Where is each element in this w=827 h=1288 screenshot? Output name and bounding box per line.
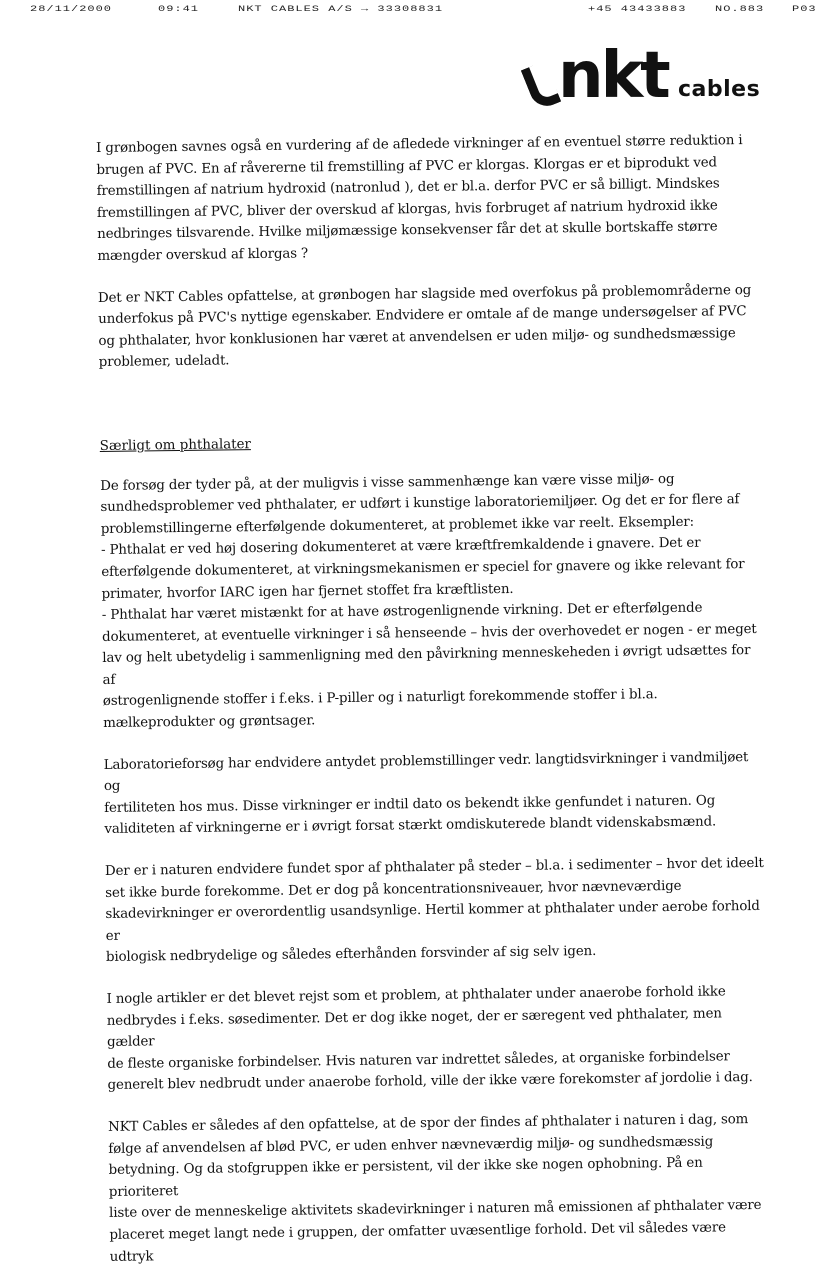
paragraph-conclusion: NKT Cables er således af den opfattelse, at de spor der findes af phthalater i naturen i dag, som følge af anvendelsen af blød PVC, er uden enhver nævneværdig miljø- og sundhedsmæssig betydning. Og da stofgruppen ikke er persistent, vil der ikke ske nogen ophobning. På en prioriteret liste over de menneskelige aktivitets skadevirkninger i naturen må emissionen af phthalater være placeret meget langt nede i gruppen, der omfatter uvæsentlige forhold. Det vil således være udtryk (107, 1112, 762, 1265)
nkt-cables-logo (524, 39, 764, 120)
paragraph-anaerobic: I nogle artikler er det blevet rejst som et problem, at phthalater under anaerobe forhold ikke nedbrydes i f.eks. søsedimenter. Det er dog ikke noget, der er særegent ved phthalater, men gælder de fleste organiske forbindelser. Hvis naturen var indrettet således, at organiske forbindelser generelt blev nedbrudt under anaerobe forhold, ville der ikke være forekomster af jordolie i dag. (106, 984, 753, 1094)
fax-time: 09:41 (158, 4, 200, 14)
fax-phone: +45 43433883 (588, 4, 687, 14)
fax-header (0, 2, 827, 20)
paragraph-experiments: De forsøg der tyder på, at der muligvis i visse sammenhænge kan være visse miljø- og sundhedsproblemer ved phthalater, er udført i kunstige laboratoriemiljøer. Og det er for flere af problemstillingerne efterfølgende dokumenteret, at problemet ikke var reelt. Eksempler: - Phthalat er ved høj dosering dokumenteret at være kræftfremkaldende i gnavere. Det er efterfølgende dokumenteret, at virkningsmekanismen er speciel for gnavere og ikke relevant for primater, hvorfor IARC igen har fjernet stoffet fra kræftlisten. - Phthalat har været mistænkt for at have østrogenlignende virkning. Det er efterfølgende dokumenteret, at eventuelle virkninger i så henseende – hvis der overhovedet er nogen - er meget lav og helt ubetydelig i sammenligning med den påvirkning menneskeheden i øvrigt udsættes for af østrogenlignende stoffer i f.eks. i P-piller og i naturligt forekommende stoffer i bl.a. mælkeprodukter og grøntsager. (100, 471, 757, 732)
logo-swoosh-icon (521, 61, 562, 112)
fax-sender: NKT CABLES A/S → 33308831 (238, 4, 444, 14)
letter-body (96, 130, 774, 1288)
paragraph-pvc-reduction: I grønbogen savnes også en vurdering af de afledede virkninger af en eventuel større reduktion i brugen af PVC. En af råvererne til fremstilling af PVC er klorgas. Klorgas er et biprodukt ved fremstillingen af natrium hydroxid (natronlud ), det er bl.a. derfor PVC er så billigt. Mindskes fremstillingen af PVC, bliver der overskud af klorgas, hvis forbruget af natrium hydroxid ikke nedbringes tilsvarende. Hvilke miljømæssige konsekvenser får det at skulle bortskaffe større mængder overskud af klorgas ? (96, 133, 743, 264)
fax-page: P03 (792, 4, 817, 14)
paragraph-nkt-opinion: Det er NKT Cables opfattelse, at grønbogen har slagside med overfokus på problemområderne og underfokus på PVC's nyttige egenskaber. Endvidere er omtale af de mange undersøgelser af PVC og phthalater, hvor konklusionen har været at anvendelsen er uden miljø- og sundhedsmæssige problemer, udeladt. (97, 282, 752, 371)
fax-number: NO.883 (715, 4, 765, 14)
fax-date: 28/11/2000 (30, 4, 113, 14)
logo-brand: nkt (558, 39, 668, 113)
section-heading: Særligt om phthalater (99, 437, 251, 454)
paragraph-lab-tests: Laboratorieforsøg har endvidere antydet problemstillinger vedr. langtidsvirkninger i vandmiljøet og fertiliteten hos mus. Disse virkninger er indtil dato os bekendt ikke genfundet i naturen. Og validiteten af virkningerne er i øvrigt forsat stærkt omdiskuterede blandt videnskabsmænd. (103, 749, 749, 838)
logo-subtitle: cables (678, 77, 761, 102)
paragraph-sediments: Der er i naturen endvidere fundet spor af phthalater på steder – bl.a. i sedimenter – hvor det ideelt set ikke burde forekomme. Det er dog på koncentrationsniveauer, hvor nævneværdige skadevirkninger er overordentlig usandsynlige. Hertil kommer at phthalater under aerobe forhold er biologisk nedbrydelige og således efterhånden forsvinder af sig selv igen. (104, 855, 764, 966)
